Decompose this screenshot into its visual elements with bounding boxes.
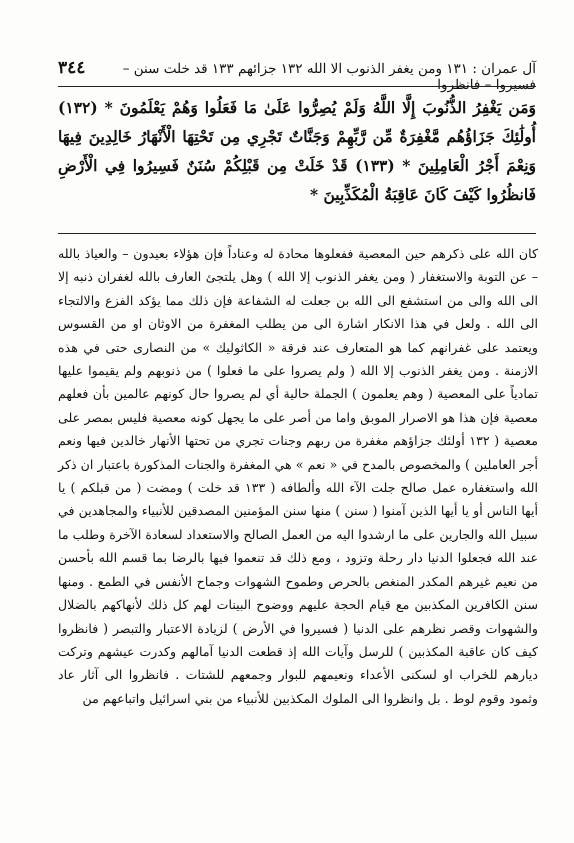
header-rule <box>58 86 536 87</box>
commentary-paragraph: كان الله على ذكرهم حين المعصية ففعلوها محادة له وعناداً فإن هؤلاء بعيدون – والعياذ بالله – عن التوبة والاستغفار ( ومن يغفر الذنوب إلا الله ) وهل يلتجئ العارف بالله لغفران ذنبه إلا الى الله والى من استشفع الى الله بن جعلت له الشفاعة فإن ذلك مما يؤكد الفزع والالتجاء الى الله . ولعل في هذا الانكار اشارة الى من يطلب المغفرة من الاوثان او من القسوس ويعتمد على غفرانهم كما هو المتعارف عند فرقة « الكاثوليك » من النصارى حتى في هذه الازمنة . ومن يغفر الذنوب إلا الله ( ولم يصروا على ما فعلوا ) من ذنوبهم ولم يقيموا عليها تمادياً على المعصية ( وهم يعلمون ) الجملة حالية أي لم يصروا حال كونهم عالمين بأن فعلهم معصية فإن هذا هو الاصرار الموبق واما من أصر على ما يجهل كونه معصية فليس بمصر على معصية ( ١٣٢ أولئك جزاؤهم مغفرة من ربهم وجنات تجري من تحتها الأنهار خالدين فيها ونعم أجر العاملين ) والمخصوص بالمدح في « نعم » هي المغفرة والجنات المذكورة باعتبار ان ذكر الله واستغفاره عمل صالح جلت الآء الله وألطافه ( ١٣٣ قد خلت ) ومضت ( من قبلكم ) يا أيها الناس أو يا أيها الذين آمنوا ( سنن ) منها سنن المؤمنين المصدقين للأنبياء والمجاهدين في سبيل الله والجارين على ما ارشدوا اليه من العمل الصالح والاستعداد لسعادة الآخرة وطلب ما عند الله فجعلوا الدنيا دار رحلة وتزود ، ومع ذلك قد تنعموا فيها بالرضا بما قسم الله بأحسن من نعيم غيرهم المكدر المنغص بالحرص وطموح الشهوات وجماح الأنفس في الطمع . ومنها سنن الكافرين المكذبين مع قيام الحجة عليهم ووضوح البينات لهم كل ذلك لأنهاكهم بالضلال والشهوات وقصر نظرهم على الدنيا ( فسيروا في الأرض ) لزيادة الاعتبار والتبصر ( فانظروا كيف كان عاقبة المكذبين ) للرسل وآيات الله إذ قطعت الدنيا آمالهم وكدرت عيشهم وتركت ديارهم للخراب او لسكنى الأعداء ونعيمهم للبوار وجمعهم للشتات . فانظروا الى آثار عاد وثمود وقوم لوط . بل وانظروا الى الملوك المكذبين للأنبياء من بني اسرائيل واتباعهم من <box>58 246 539 706</box>
section-divider <box>58 233 536 234</box>
running-title: آل عمران : ١٣١ ومن يغفر الذنوب الا الله ١٣٢ جزائهم ١٣٣ قد خلت سنن – فسيروا – فانظروا <box>122 61 536 93</box>
quran-verse-block: وَمَن يَغْفِرُ الذُّنُوبَ إِلَّا اللَّهُ وَلَمْ يُصِرُّوا عَلَىٰ مَا فَعَلُوا وَهُمْ يَعْلَمُونَ * (١٣٢) أُولَٰئِكَ جَزَاؤُهُم مَّغْفِرَةٌ مِّن رَّبِّهِمْ وَجَنَّاتٌ تَجْرِي مِن تَحْتِهَا الْأَنْهَارُ خَالِدِينَ فِيهَا وَنِعْمَ أَجْرُ الْعَامِلِينَ * (١٣٣) قَدْ خَلَتْ مِن قَبْلِكُمْ سُنَنٌ فَسِيرُوا فِي الْأَرْضِ فَانظُرُوا كَيْفَ كَانَ عَاقِبَةُ الْمُكَذِّبِينَ * <box>58 98 536 204</box>
page-number: ٣٤٤ <box>58 58 86 78</box>
running-header <box>58 58 536 93</box>
commentary-text <box>58 242 538 710</box>
